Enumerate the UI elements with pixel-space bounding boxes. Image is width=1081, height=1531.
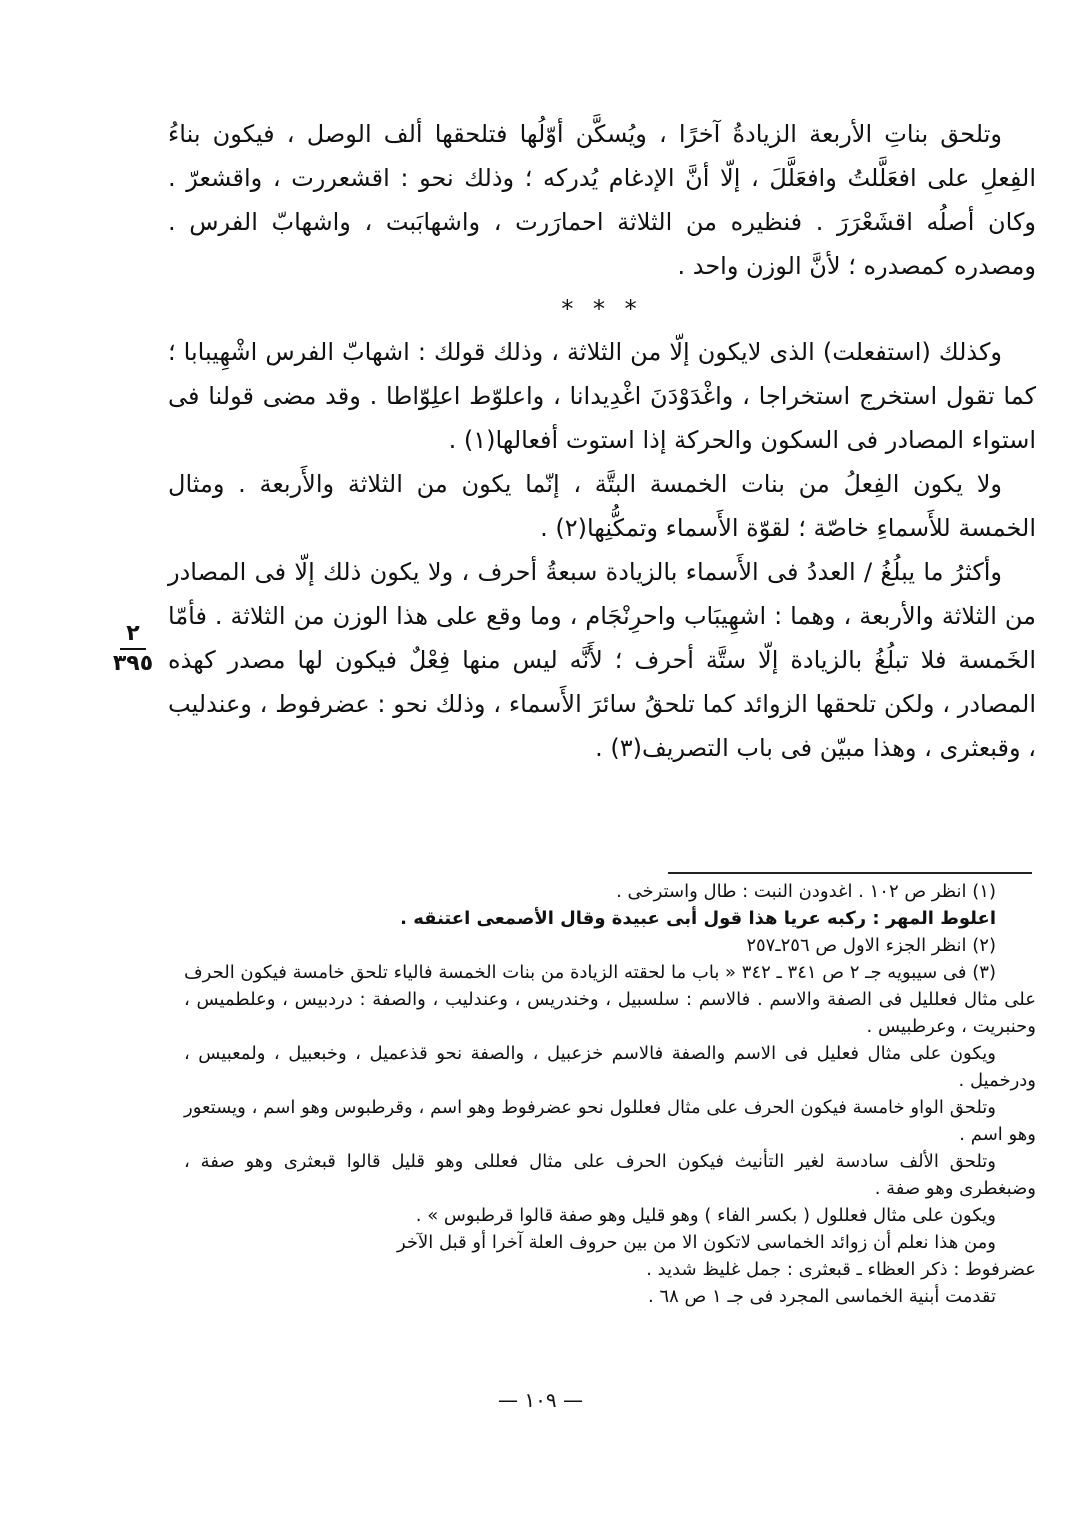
footnotes (184, 878, 1036, 1310)
main-text (168, 112, 1036, 770)
footnote-rule (668, 872, 1032, 874)
footnote-3-cont-6: عضرفوط : ذكر العظاء ـ قبعثرى : جمل غليظ شديد . (646, 1259, 1036, 1280)
section-separator: * * * (561, 295, 643, 323)
footnote-3-cont-7: تقدمت أبنية الخماسى المجرد فى جـ ١ ص ٦٨ . (648, 1286, 996, 1307)
footnote-1: (١) انظر ص ١٠٢ . اغدودن النبت : طال واسترخى . (616, 881, 996, 902)
page-number: — ١٠٩ — (498, 1388, 583, 1412)
footnote-3: (٣) فى سيبويه جـ ٢ ص ٣٤١ ـ ٣٤٢ « باب ما لحقته الزيادة من بنات الخمسة فالياء تلحق خامسة فيكون الحرف على مثال فعلليل فى الصفة والاسم . فالاسم : سلسبيل ، وخندريس ، وعندليب ، والصفة : دردبيس ، وعلطميس ، وحنبريت ، وعرطبيس . (184, 962, 1036, 1037)
paragraph-3: ولا يكون الفِعلُ من بنات الخمسة البتَّة ، إنّما يكون من الثلاثة والأَربعة . ومثال الخمسة للأَسماءِ خاصّة ؛ لقوّة الأَسماء وتمكُّنِها(٢) . (168, 470, 1036, 542)
margin-volume: ٢ (120, 620, 145, 650)
footnote-3-cont-4: ويكون على مثال فعللول ( بكسر الفاء ) وهو قليل وهو صفة قالوا قرطبوس » . (415, 1205, 996, 1226)
footnote-2: (٢) انظر الجزء الاول ص ٢٥٦ـ٢٥٧ (746, 935, 996, 956)
footnote-3-cont-3: وتلحق الألف سادسة لغير التأنيث فيكون الحرف على مثال فعللى وهو قليل قالوا قبعثرى وهو صفة ، وضبغطرى وهو صفة . (184, 1151, 1036, 1199)
footnote-3-cont-5: ومن هذا نعلم أن زوائد الخماسى لاتكون الا من بين حروف العلة آخرا أو قبل الآخر (396, 1232, 996, 1253)
paragraph-2: وكذلك (استفعلت) الذى لايكون إلّا من الثلاثة ، وذلك قولك : اشهابّ الفرس اشْهِيبابا ؛ كما تقول استخرج استخراجا ، واغْدَوْدَنَ اغْدِيدانا ، واعلوّط اعلِوّاطا . وقد مضى قولنا فى استواء المصادر فى السكون والحركة إذا استوت أفعالها(١) . (168, 338, 1036, 454)
footnote-1-cont: اعلوط المهر : ركبه عريا هذا قول أبى عبيدة وقال الأصمعى اعتنقه . (400, 908, 996, 929)
paragraph-4: وأكثرُ ما يبلُغُ / العددُ فى الأَسماء بالزيادة سبعةُ أحرف ، ولا يكون ذلك إلّا فى المصادر من الثلاثة والأربعة ، وهما : اشهِيبَاب واحرِنْجَام ، وما وقع على هذا الوزن من الثلاثة . فأمّا الخَمسة فلا تبلُغُ بالزيادة إلّا ستَّة أحرف ؛ لأَنَّه ليس منها فِعْلٌ فيكون لها مصدر كهذه المصادر ، ولكن تلحقها الزوائد كما تلحقُ سائرَ الأَسماء ، وذلك نحو : عضرفوط ، وعندليب ، وقبعثرى ، وهذا مبيّن فى باب التصريف(٣) . (168, 558, 1036, 762)
footnote-3-cont-1: ويكون على مثال فعليل فى الاسم والصفة فالاسم خزعبيل ، والصفة نحو قذعميل ، وخبعبيل ، ولمعبيس ، ودرخميل . (184, 1043, 1036, 1091)
margin-reference (108, 620, 158, 678)
footnote-3-cont-2: وتلحق الواو خامسة فيكون الحرف على مثال فعللول نحو عضرفوط وهو اسم ، وقرطبوس وهو اسم ، ويستعور وهو اسم . (184, 1097, 1036, 1145)
margin-page: ٣٩٥ (112, 651, 154, 676)
paragraph-1: وتلحق بناتِ الأربعة الزيادةُ آخرًا ، ويُسكَّن أوّلُها فتلحقها ألف الوصل ، فيكون بناءُ الفِعلِ على افعَلَّلتُ وافعَلَّلَ ، إلّا أنَّ الإدغام يُدركه ؛ وذلك نحو : اقشعررت ، واقشعرّ . وكان أصلُه اقشَعْرَرَ . فنظيره من الثلاثة احمارَرت ، واشهابَبت ، واشهابّ الفرس . ومصدره كمصدره ؛ لأنَّ الوزن واحد . (168, 120, 1036, 280)
